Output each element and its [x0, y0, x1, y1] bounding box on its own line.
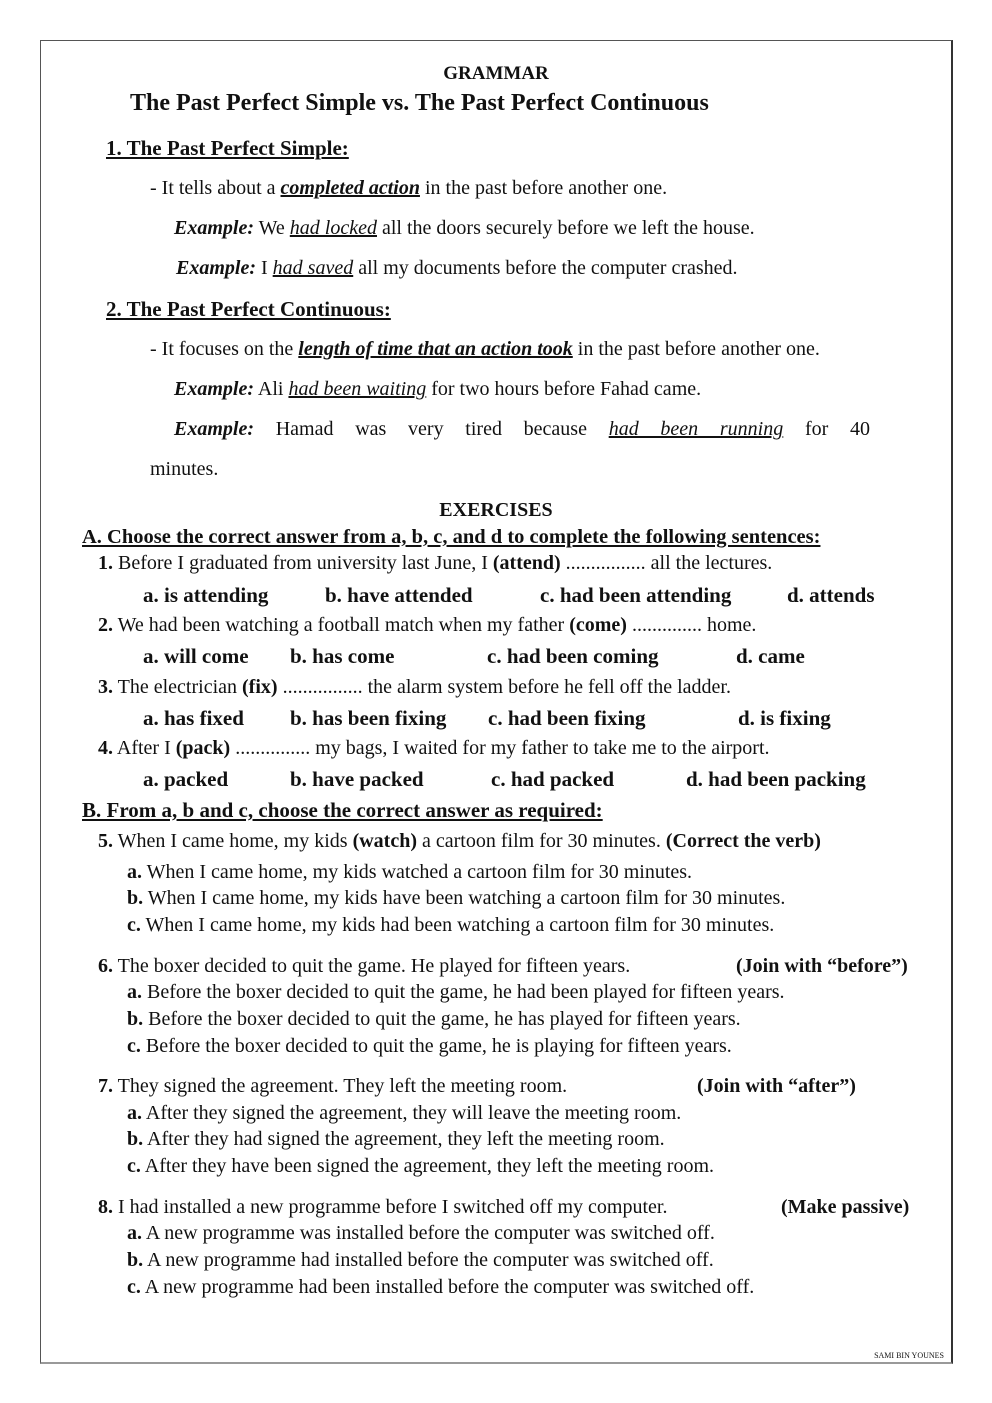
- question-text: ................ the alarm system before he fell off the ladder.: [277, 676, 731, 698]
- answer-option[interactable]: c. had been fixing: [488, 706, 646, 730]
- answer-option[interactable]: c. had been coming: [487, 644, 659, 668]
- option-text: Before the boxer decided to quit the game, he had been played for fifteen years.: [147, 981, 785, 1003]
- option-text: When I came home, my kids watched a cartoon film for 30 minutes.: [146, 861, 693, 883]
- verb-prompt: (come): [569, 614, 627, 636]
- option-text: A new programme had installed before the computer was switched off.: [147, 1249, 714, 1271]
- verb-prompt: (fix): [242, 676, 278, 698]
- option-letter: b.: [127, 887, 144, 909]
- option-letter: b.: [127, 1128, 144, 1150]
- option-letter: c.: [127, 1276, 141, 1298]
- answer-option[interactable]: c. had been attending: [540, 583, 732, 607]
- question-text: I had installed a new programme before I switched off my computer.: [113, 1196, 668, 1218]
- question-number: 4.: [98, 737, 113, 759]
- answer-option[interactable]: [127, 886, 785, 910]
- instruction: (Correct the verb): [665, 830, 821, 852]
- option-letter: a.: [127, 1102, 142, 1124]
- option-text: When I came home, my kids have been watching a cartoon film for 30 minutes.: [147, 887, 786, 909]
- question-text: .............. home.: [626, 614, 757, 636]
- page-title: The Past Perfect Simple vs. The Past Perfect Continuous: [130, 90, 709, 116]
- option-letter: b.: [127, 1008, 144, 1030]
- question-text: Before I graduated from university last June, I: [113, 552, 493, 574]
- answer-option[interactable]: [127, 980, 785, 1004]
- option-text: After they have been signed the agreement, they left the meeting room.: [144, 1155, 715, 1177]
- question: [98, 954, 630, 978]
- option-letter: c.: [127, 914, 141, 936]
- section-label: GRAMMAR: [443, 63, 549, 84]
- part-b-heading: B. From a, b and c, choose the correct answer as required:: [82, 798, 603, 822]
- answer-option[interactable]: b. has come: [290, 644, 395, 668]
- answer-option[interactable]: d. attends: [787, 583, 875, 607]
- option-text: Before the boxer decided to quit the game, he is playing for fifteen years.: [145, 1035, 732, 1057]
- answer-option[interactable]: d. had been packing: [686, 767, 866, 791]
- question-text: The electrician: [113, 676, 243, 698]
- verb-prompt: (pack): [175, 737, 231, 759]
- instruction: (Make passive): [781, 1196, 910, 1218]
- option-text: Before the boxer decided to quit the game, he has played for fifteen years.: [148, 1008, 741, 1030]
- question-number: 2.: [98, 614, 113, 636]
- answer-option[interactable]: b. have attended: [325, 583, 473, 607]
- answer-option[interactable]: [127, 1275, 754, 1299]
- answer-option[interactable]: [127, 1034, 732, 1058]
- question-text: They signed the agreement. They left the meeting room.: [113, 1075, 568, 1097]
- definition: - It focuses on the length of time that an action took in the past before another one.: [150, 338, 820, 360]
- answer-option[interactable]: [127, 1127, 665, 1151]
- answer-option[interactable]: d. is fixing: [738, 706, 831, 730]
- question: [98, 675, 731, 699]
- question-number: 5.: [98, 830, 113, 852]
- answer-option[interactable]: [127, 913, 774, 937]
- question-number: 7.: [98, 1075, 113, 1097]
- part-a-heading: A. Choose the correct answer from a, b, c, and d to complete the following sentences:: [82, 526, 821, 548]
- instruction: (Join with “after”): [697, 1075, 856, 1097]
- answer-option[interactable]: [127, 1101, 681, 1125]
- answer-option[interactable]: [127, 1007, 741, 1031]
- question-text: ................ all the lectures.: [560, 552, 773, 574]
- question-number: 1.: [98, 552, 113, 574]
- verb-prompt: (attend): [492, 552, 561, 574]
- heading-past-perfect-simple: 1. The Past Perfect Simple:: [106, 136, 349, 160]
- option-text: A new programme was installed before the computer was switched off.: [145, 1222, 715, 1244]
- option-letter: a.: [127, 861, 142, 883]
- answer-option[interactable]: a. packed: [143, 767, 229, 791]
- question-text: ............... my bags, I waited for my father to take me to the airport.: [230, 737, 770, 759]
- example-continuation: minutes.: [150, 458, 219, 480]
- answer-option[interactable]: c. had packed: [491, 767, 615, 791]
- question: [98, 613, 756, 637]
- question-text: When I came home, my kids: [113, 830, 353, 852]
- option-letter: a.: [127, 981, 142, 1003]
- example: Example: I had saved all my documents before the computer crashed.: [176, 257, 738, 279]
- answer-option[interactable]: b. has been fixing: [290, 706, 447, 730]
- option-letter: c.: [127, 1155, 141, 1177]
- option-letter: b.: [127, 1249, 144, 1271]
- verb-prompt: (watch): [352, 830, 418, 852]
- answer-option[interactable]: [127, 1154, 714, 1178]
- answer-option[interactable]: d. came: [736, 644, 805, 668]
- question: [98, 1074, 567, 1098]
- answer-option[interactable]: b. have packed: [290, 767, 424, 791]
- option-text: When I came home, my kids had been watching a cartoon film for 30 minutes.: [145, 914, 775, 936]
- option-letter: c.: [127, 1035, 141, 1057]
- instruction: (Join with “before”): [736, 955, 908, 977]
- question-text: a cartoon film for 30 minutes.: [417, 830, 666, 852]
- question-number: 6.: [98, 955, 113, 977]
- option-text: A new programme had been installed before the computer was switched off.: [144, 1276, 755, 1298]
- question-text: We had been watching a football match when my father: [113, 614, 570, 636]
- question: [98, 551, 772, 575]
- example: Example: We had locked all the doors securely before we left the house.: [174, 217, 755, 239]
- answer-option[interactable]: [127, 860, 692, 884]
- option-letter: a.: [127, 1222, 142, 1244]
- option-text: After they signed the agreement, they will leave the meeting room.: [145, 1102, 682, 1124]
- answer-option[interactable]: a. has fixed: [143, 706, 244, 730]
- author-footer: SAMI BIN YOUNES: [874, 1351, 944, 1360]
- option-text: After they had signed the agreement, they left the meeting room.: [147, 1128, 665, 1150]
- question: [98, 1195, 667, 1219]
- answer-option[interactable]: a. will come: [143, 644, 249, 668]
- question-number: 8.: [98, 1196, 113, 1218]
- question: [98, 829, 821, 853]
- definition: - It tells about a completed action in the past before another one.: [150, 177, 668, 199]
- exercises-label: EXERCISES: [439, 499, 553, 521]
- example: Example: Hamad was very tired because had been running for 40: [174, 418, 871, 440]
- example: Example: Ali had been waiting for two hours before Fahad came.: [174, 378, 702, 400]
- question-text: After I: [113, 737, 176, 759]
- answer-option[interactable]: a. is attending: [143, 583, 269, 607]
- question-text: The boxer decided to quit the game. He played for fifteen years.: [113, 955, 631, 977]
- question: [98, 736, 770, 760]
- answer-option[interactable]: [127, 1221, 715, 1245]
- question-number: 3.: [98, 676, 113, 698]
- answer-option[interactable]: [127, 1248, 714, 1272]
- heading-past-perfect-continuous: 2. The Past Perfect Continuous:: [106, 297, 391, 321]
